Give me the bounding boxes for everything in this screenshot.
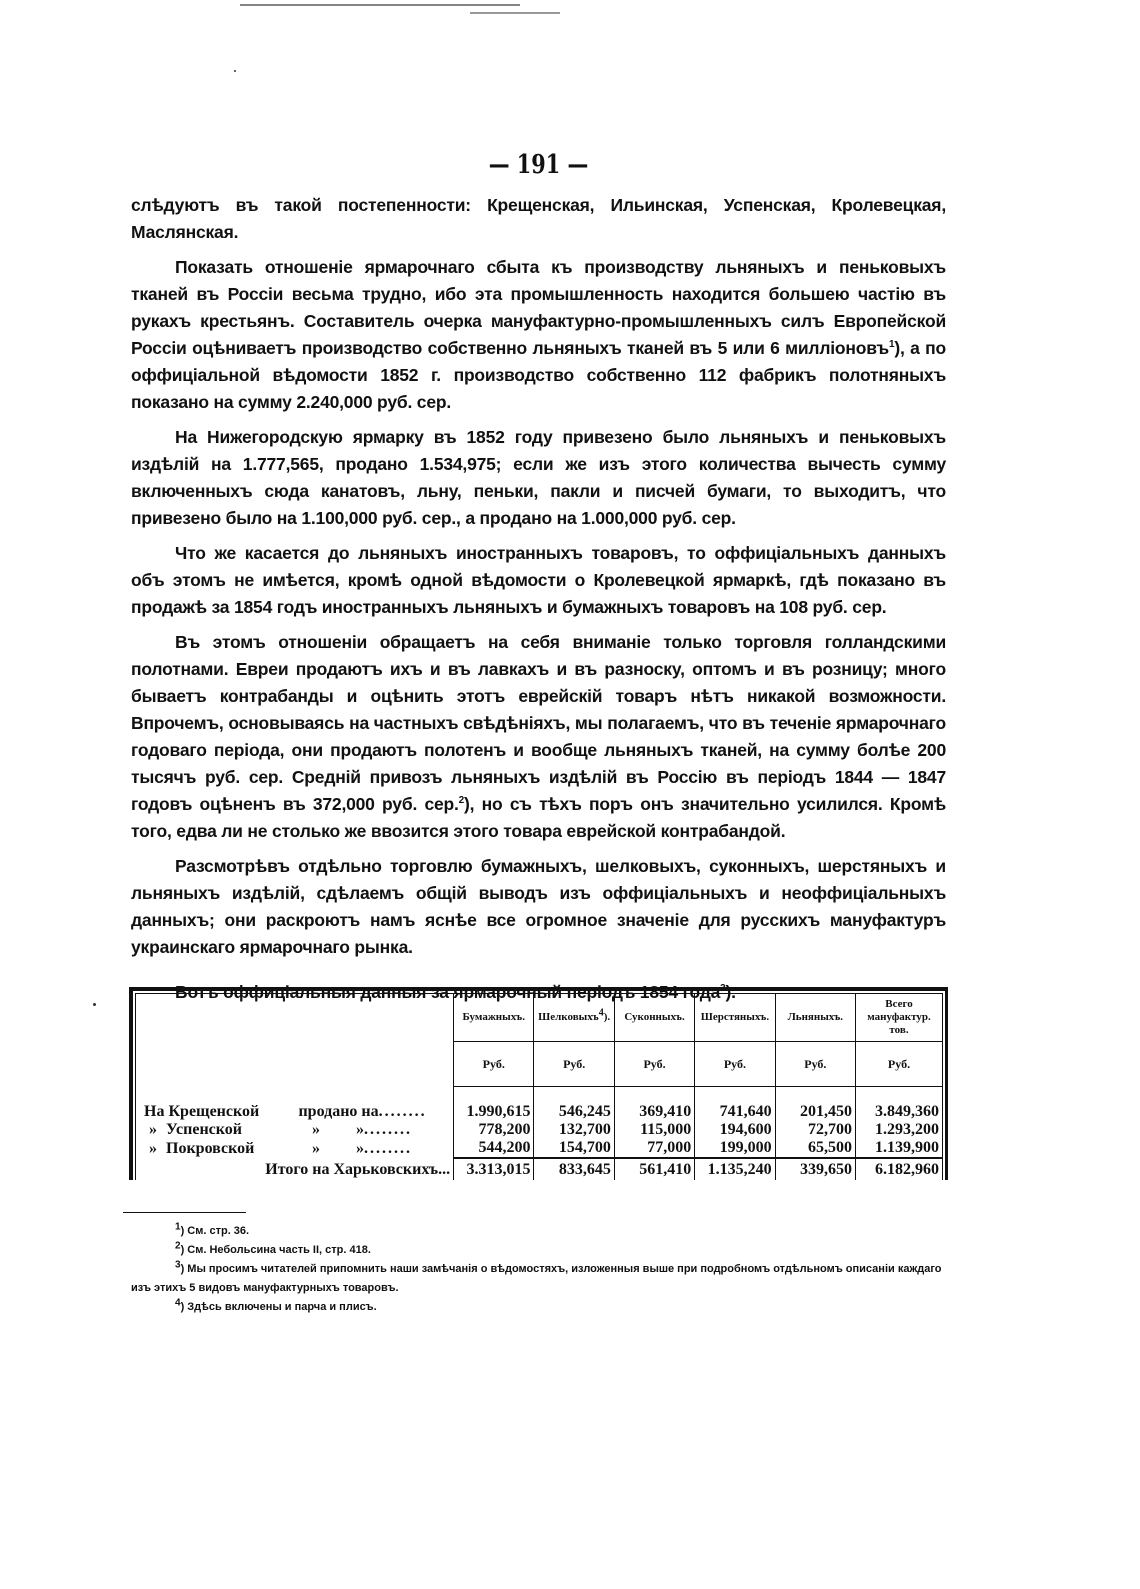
footnote-mark: 4 — [175, 1297, 181, 1309]
fair-name: Успенской — [166, 1121, 242, 1138]
cell-wool: 741,640 — [695, 1103, 775, 1121]
cell-cloth: 115,000 — [614, 1121, 694, 1139]
total-wool: 1.135,240 — [695, 1158, 775, 1180]
cell-wool: 194,600 — [695, 1121, 775, 1139]
table-header-row — [136, 994, 942, 1042]
footnote-ref[interactable]: 4 — [598, 1007, 604, 1019]
unit-label: Руб. — [695, 1042, 775, 1087]
footnote-3 — [131, 1260, 946, 1298]
total-linen: 339,650 — [775, 1158, 855, 1180]
row-label — [136, 1121, 454, 1139]
scan-artifact-top — [240, 4, 520, 9]
scan-speck — [93, 1003, 96, 1006]
cell-silk: 132,700 — [534, 1121, 614, 1139]
label-mid: продано — [298, 1103, 358, 1120]
paragraph-text: ), но съ тѣхъ поръ онъ значительно усилился. Кромѣ того, едва ли не столько же ввозится этого товара еврейской контрабандой. — [131, 794, 946, 841]
fair-name: Покровской — [166, 1139, 255, 1157]
table-row — [136, 1121, 942, 1139]
footnote-text: ) См. Небольсина часть II, стр. 418. — [180, 1244, 371, 1256]
paragraph-3 — [131, 424, 946, 532]
label-mid: » — [312, 1121, 320, 1138]
cell-silk: 154,700 — [534, 1139, 614, 1158]
caption-text: ). — [725, 982, 736, 1002]
label-prefix: » — [149, 1121, 157, 1138]
paragraph-1 — [131, 192, 946, 246]
total-cloth: 561,410 — [614, 1158, 694, 1180]
cell-linen: 65,500 — [775, 1139, 855, 1158]
footnote-mark: 1 — [175, 1221, 181, 1233]
total-all: 6.182,960 — [856, 1158, 942, 1180]
cell-cotton: 544,200 — [454, 1139, 534, 1158]
table-spacer — [136, 1087, 942, 1104]
column-header-linen: Льняныхъ. — [775, 994, 855, 1042]
paragraph-text: ), а по оффиціальной вѣдомости 1852 г. производство собственно 112 фабрикъ полотняныхъ показано на сумму 2.240,000 руб. сер. — [131, 338, 946, 412]
label-end: » — [356, 1139, 364, 1157]
row-label — [136, 1103, 454, 1121]
table-row — [136, 1103, 942, 1121]
paragraph-text: слѣдуютъ въ такой постепенности: Крещенская, Ильинская, Успенская, Кролевецкая, Маслянская. — [131, 195, 946, 242]
footnote-ref[interactable]: 2 — [458, 795, 465, 807]
cell-cotton: 1.990,615 — [454, 1103, 534, 1121]
fair-sales-table — [129, 987, 948, 1180]
leader-dots: ........ — [364, 1121, 412, 1138]
cell-cotton: 778,200 — [454, 1121, 534, 1139]
paragraph-text: Что же касается до льняныхъ иностранныхъ товаровъ, то оффиціальныхъ данныхъ объ этомъ не имѣется, кромѣ одной вѣдомости о Кролевецкой ярмаркѣ, гдѣ показано въ продажѣ за 1854 годъ иностранныхъ льняныхъ и бумажныхъ товаровъ на 108 руб. сер. — [131, 543, 946, 617]
cell-silk: 546,245 — [534, 1103, 614, 1121]
label-prefix: На — [144, 1103, 165, 1120]
footnote-4 — [131, 1298, 946, 1317]
footnote-text: ) Мы просимъ читателей припомнить наши замѣчанія о вѣдомостяхъ, изложенныя выше при подробномъ отдѣльномъ описаніи каждаго изъ этихъ 5 видовъ мануфактурныхъ товаровъ. — [131, 1263, 942, 1294]
footnote-2 — [131, 1241, 946, 1260]
column-header-cotton: Бумажныхъ. — [454, 994, 534, 1042]
label-prefix: » — [149, 1139, 157, 1157]
footnote-ref[interactable]: 1 — [888, 339, 895, 351]
column-header-total: Всего мануфактур. тов. — [856, 994, 942, 1042]
paragraph-text: Разсмотрѣвъ отдѣльно торговлю бумажныхъ, шелковыхъ, суконныхъ, шерстяныхъ и льняныхъ издѣлій, сдѣлаемъ общій выводъ изъ оффиціальныхъ и неоффиціальныхъ данныхъ; они раскроютъ намъ яснѣе все огромное значеніе для русскихъ мануфактуръ украинскаго ярмарочнаго рынка. — [131, 856, 946, 957]
row-label — [136, 1139, 454, 1158]
fair-name: Крещенской — [168, 1103, 260, 1120]
unit-label: Руб. — [775, 1042, 855, 1087]
header-text: ). — [603, 1011, 611, 1023]
paragraph-6 — [131, 853, 946, 961]
unit-label: Руб. — [614, 1042, 694, 1087]
unit-label: Руб. — [454, 1042, 534, 1087]
footnote-text: ) См. стр. 36. — [180, 1225, 250, 1237]
cell-cloth: 369,410 — [614, 1103, 694, 1121]
footnote-ref[interactable]: 3 — [720, 983, 726, 995]
paragraph-text: Показать отношеніе ярмарочнаго сбыта къ производству льняныхъ и пеньковыхъ тканей въ Россіи весьма трудно, ибо эта промышленность находится большею частію въ рукахъ крестьянъ. Составитель очерка мануфактурно-промышленныхъ силъ Европейской Россіи оцѣниваетъ производство собственно льняныхъ тканей въ 5 или 6 милліоновъ — [131, 257, 946, 358]
footnotes — [131, 1222, 946, 1317]
cell-total: 3.849,360 — [856, 1103, 942, 1121]
footnote-1 — [131, 1222, 946, 1241]
label-end: на — [361, 1103, 379, 1120]
table-row — [136, 1139, 942, 1158]
footnote-mark: 3 — [175, 1259, 181, 1271]
total-cotton: 3.313,015 — [454, 1158, 534, 1180]
column-header-cloth: Суконныхъ. — [614, 994, 694, 1042]
total-label: Итого на Харьковскихъ... — [265, 1160, 451, 1178]
sales-table — [136, 994, 942, 1180]
scan-speck — [234, 70, 236, 72]
cell-total: 1.139,900 — [856, 1139, 942, 1158]
label-end: » — [356, 1121, 364, 1138]
total-silk: 833,645 — [534, 1158, 614, 1180]
cell-linen: 201,450 — [775, 1103, 855, 1121]
table-corner — [136, 994, 454, 1087]
paragraph-text: На Нижегородскую ярмарку въ 1852 году привезено было льняныхъ и пеньковыхъ издѣлій на 1.777,565, продано 1.534,975; если же изъ этого количества вычесть сумму включенныхъ сюда канатовъ, льну, пеньки, пакли и писчей бумаги, то выходитъ, что привезено было на 1.100,000 руб. сер., а продано на 1.000,000 руб. сер. — [131, 427, 946, 528]
cell-linen: 72,700 — [775, 1121, 855, 1139]
page-body — [131, 150, 946, 1006]
unit-label: Руб. — [534, 1042, 614, 1087]
cell-total: 1.293,200 — [856, 1121, 942, 1139]
paragraph-4 — [131, 540, 946, 621]
cell-wool: 199,000 — [695, 1139, 775, 1158]
label-mid: » — [312, 1139, 320, 1157]
cell-cloth: 77,000 — [614, 1139, 694, 1158]
header-text: Шелковыхъ — [538, 1011, 599, 1023]
column-header-wool: Шерстяныхъ. — [695, 994, 775, 1042]
paragraph-5 — [131, 629, 946, 845]
scan-artifact-top — [470, 12, 560, 16]
leader-dots: ........ — [364, 1139, 412, 1157]
caption-text: Вотъ оффиціальныя данныя за ярмарочный періодъ 1854 года — [175, 982, 721, 1002]
footnote-divider — [188, 1212, 246, 1213]
table-total-row — [136, 1158, 942, 1180]
footnote-mark: 2 — [175, 1240, 181, 1252]
paragraph-text: Въ этомъ отношеніи обращаетъ на себя вниманіе только торговля голландскими полотнами. Евреи продаютъ ихъ и въ лавкахъ и въ разноску, оптомъ и въ розницу; много бываетъ контрабанды и оцѣнить этотъ еврейскій товаръ нѣтъ никакой возможности. Впрочемъ, основываясь на частныхъ свѣдѣніяхъ, мы полагаемъ, что въ теченіе ярмарочнаго годоваго періода, они продаютъ полотенъ и вообще льняныхъ тканей, на сумму болѣе 200 тысячъ руб. сер. Средній привозъ льняныхъ издѣлій въ Россію въ періодъ 1844 — 1847 годовъ оцѣненъ въ 372,000 руб. сер. — [131, 632, 946, 814]
page-number: — 191 — — [488, 150, 589, 180]
leader-dots: ........ — [378, 1103, 427, 1120]
unit-label: Руб. — [856, 1042, 942, 1087]
paragraph-2 — [131, 254, 946, 416]
column-header-silk — [534, 994, 614, 1042]
footnote-text: ) Здѣсь включены и парча и плисъ. — [180, 1301, 377, 1313]
